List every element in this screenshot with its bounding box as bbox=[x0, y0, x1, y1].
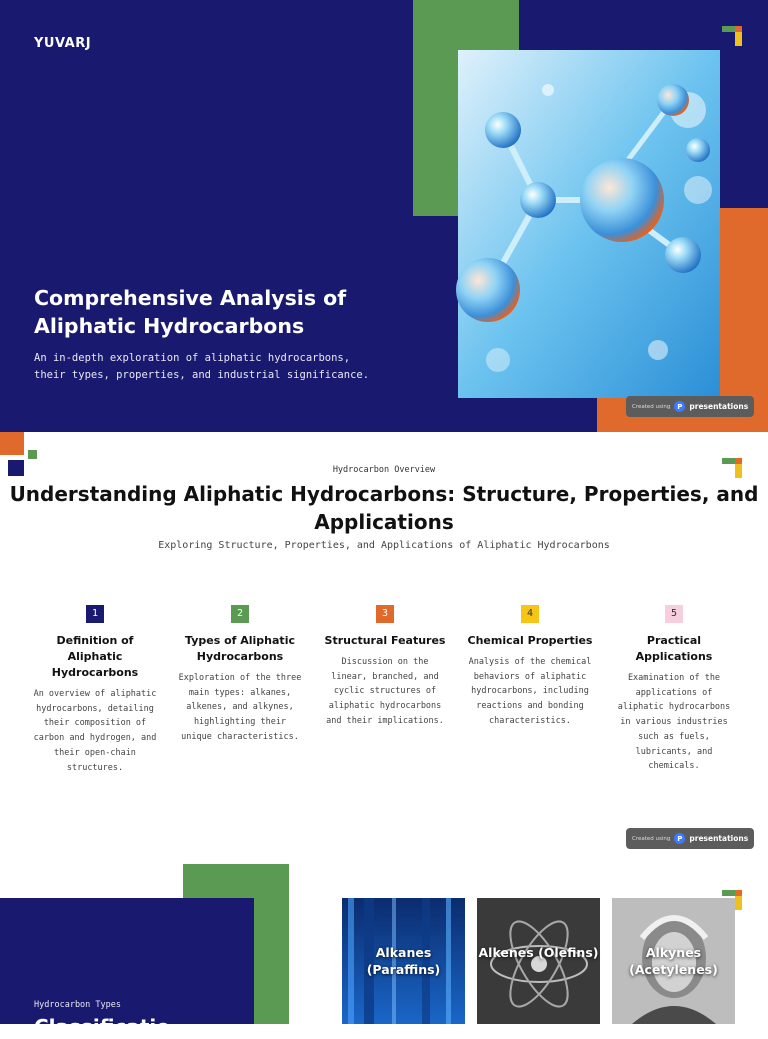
classification-slide bbox=[0, 864, 768, 1039]
corner-logo-icon bbox=[722, 26, 744, 48]
title-slide bbox=[0, 0, 768, 432]
column-heading: Chemical Properties bbox=[467, 634, 593, 647]
badge-caption: Created using bbox=[632, 403, 671, 410]
molecule-image bbox=[458, 50, 720, 398]
created-using-badge[interactable] bbox=[626, 828, 754, 849]
column-description: Analysis of the chemical behaviors of aliphatic hydrocarbons, including reactions and bonding characteristics. bbox=[468, 657, 592, 726]
green-square-decoration bbox=[28, 450, 37, 459]
alkynes-card[interactable] bbox=[612, 898, 735, 1024]
overview-column bbox=[30, 605, 160, 775]
column-heading: Definition of Aliphatic Hydrocarbons bbox=[51, 634, 139, 679]
card-label: Alkynes (Acetylenes) bbox=[629, 945, 718, 977]
overview-column bbox=[609, 605, 739, 774]
column-description: Exploration of the three main types: alkanes, alkenes, and alkynes, highlighting their unique characteristics. bbox=[178, 673, 302, 742]
badge-brand: presentations bbox=[689, 402, 749, 411]
column-description: An overview of aliphatic hydrocarbons, detailing their composition of carbon and hydrogen, and their open-chain structures. bbox=[33, 689, 157, 773]
badge-brand: presentations bbox=[689, 834, 749, 843]
column-heading: Practical Applications bbox=[635, 634, 713, 663]
card-label: Alkenes (Olefins) bbox=[478, 945, 599, 960]
presentations-logo-icon: P bbox=[674, 401, 685, 412]
slide-title: Comprehensive Analysis of Aliphatic Hydrocarbons bbox=[34, 286, 347, 338]
column-heading: Structural Features bbox=[324, 634, 446, 647]
step-number-badge: 3 bbox=[376, 605, 394, 623]
overview-slide bbox=[0, 432, 768, 864]
slide-subtitle: An in-depth exploration of aliphatic hydrocarbons, their types, properties, and industrial significance. bbox=[34, 352, 370, 381]
brand-name: YUVARJ bbox=[34, 36, 92, 51]
step-number-badge: 1 bbox=[86, 605, 104, 623]
overview-column bbox=[320, 605, 450, 729]
section-heading: Classificatio bbox=[34, 1015, 171, 1039]
presentations-logo-icon: P bbox=[674, 833, 685, 844]
card-label: Alkanes (Paraffins) bbox=[366, 945, 441, 977]
column-description: Discussion on the linear, branched, and cyclic structures of aliphatic hydrocarbons and their implications. bbox=[326, 657, 444, 726]
overview-column bbox=[465, 605, 595, 729]
orange-square-decoration bbox=[0, 432, 24, 455]
column-description: Examination of the applications of aliphatic hydrocarbons in various industries such as fuels, lubricants, and chemicals. bbox=[617, 673, 731, 772]
alkenes-card[interactable] bbox=[477, 898, 600, 1024]
column-heading: Types of Aliphatic Hydrocarbons bbox=[185, 634, 295, 663]
section-eyebrow: Hydrocarbon Overview bbox=[332, 465, 436, 475]
section-eyebrow: Hydrocarbon Types bbox=[34, 1000, 121, 1010]
section-title: Understanding Aliphatic Hydrocarbons: Structure, Properties, and Applications bbox=[9, 482, 759, 534]
step-number-badge: 2 bbox=[231, 605, 249, 623]
alkanes-card[interactable] bbox=[342, 898, 465, 1024]
overview-column bbox=[175, 605, 305, 745]
step-number-badge: 5 bbox=[665, 605, 683, 623]
badge-caption: Created using bbox=[632, 835, 671, 842]
created-using-badge[interactable] bbox=[626, 396, 754, 417]
section-subtitle: Exploring Structure, Properties, and Applications of Aliphatic Hydrocarbons bbox=[158, 540, 610, 551]
step-number-badge: 4 bbox=[521, 605, 539, 623]
